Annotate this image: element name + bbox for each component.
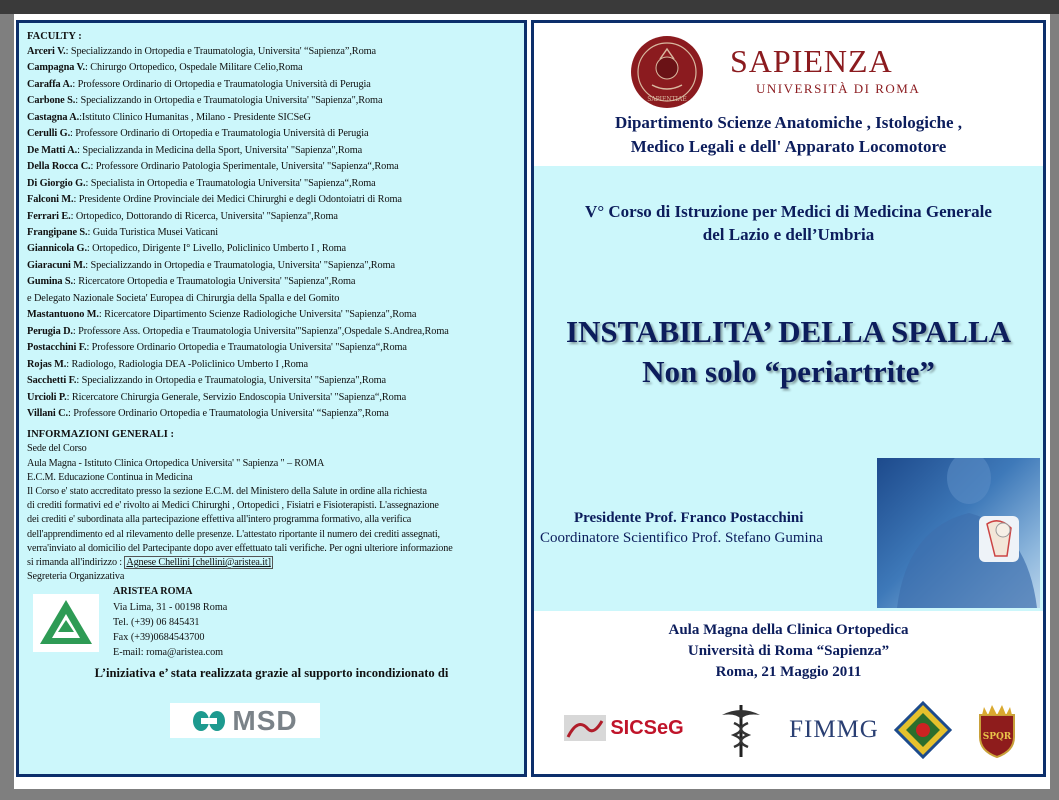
title-line-2: Non solo “periartrite” <box>642 354 935 389</box>
faculty-member-name: Giaracuni M. <box>27 259 86 271</box>
faculty-member-name: Caraffa A. <box>27 78 73 90</box>
info-heading: INFORMAZIONI GENERALI : <box>27 429 175 441</box>
faculty-member-role: : Ortopedico, Dottorando di Ricerca, Universita' "Sapienza",Roma <box>70 210 338 222</box>
faculty-member-role: : Presidente Ordine Provinciale dei Medici Chirurghi e degli Odontoiatri di Roma <box>73 194 402 206</box>
faculty-member-role: : Ortopedico, Dirigente I° Livello, Policlinico Umberto I , Roma <box>86 243 347 255</box>
venue-line-3: Roma, 21 Maggio 2011 <box>715 664 862 680</box>
faculty-member-name: Gumina S. <box>27 276 74 288</box>
org-fax: Fax (+39)0684543700 <box>113 632 205 644</box>
department-line-2: Medico Legali e dell' Apparato Locomotore <box>630 137 947 156</box>
faculty-member <box>27 44 516 60</box>
sicseg-emblem-icon <box>564 713 606 743</box>
faculty-member <box>27 390 516 406</box>
faculty-member-role: : Specializzando in Ortopedia e Traumatologia, Universita' "Sapienza",Roma <box>76 375 387 387</box>
sede-heading: Sede del Corso <box>27 443 87 455</box>
aristea-triangle-icon <box>38 598 94 648</box>
faculty-member <box>27 159 516 175</box>
faculty-member-name: Urcioli P. <box>27 391 67 403</box>
faculty-member-name: Sacchetti F. <box>27 375 77 387</box>
faculty-member-name: Arceri V. <box>27 46 66 57</box>
faculty-member <box>27 126 516 142</box>
faculty-member-name: Cerulli G. <box>27 128 71 140</box>
faculty-member-role: : Specialista in Ortopedia e Traumatologia Universita' "Sapienza“,Roma <box>85 177 376 189</box>
regional-crest-icon <box>894 701 952 759</box>
faculty-member-name: Castagna A. <box>27 111 80 123</box>
faculty-member-name: Postacchini F. <box>27 342 87 354</box>
president: Presidente Prof. Franco Postacchini <box>574 510 804 526</box>
faculty-member-name: Frangipane S. <box>27 226 88 238</box>
msd-mark-icon <box>192 707 226 735</box>
sapienza-seal-icon <box>630 35 704 109</box>
faculty-member <box>27 143 516 159</box>
faculty-member <box>27 258 516 274</box>
org-tel: Tel. (+39) 06 845431 <box>113 616 200 628</box>
partner-logos <box>534 701 1043 761</box>
faculty-member-role: : Guida Turistica Musei Vaticani <box>87 226 218 238</box>
faculty-member-role: : Professore Ordinario Patologia Sperimentale, Universita' "Sapienza“,Roma <box>90 161 399 173</box>
faculty-member <box>27 340 516 356</box>
faculty-member-name: Carbone S. <box>27 95 76 107</box>
segreteria-heading: Segreteria Organizzativa <box>27 571 125 583</box>
lazio-region-logo <box>894 701 952 759</box>
faculty-member-role: : Professore Ordinario di Ortopedia e Traumatologia Università di Perugia <box>70 128 369 140</box>
caduceus-icon <box>716 701 766 759</box>
left-panel <box>16 20 527 777</box>
faculty-member-name: Perugia D. <box>27 325 73 337</box>
ecm-line: di crediti formativi ed e' rivolto ai Medici Chirurghi , Ortopedici , Fisiatri e Fisioterapisti. L'assegnazione <box>27 500 439 512</box>
faculty-member-name: Di Giorgio G. <box>27 177 86 189</box>
spqr-text: SPQR <box>982 732 1012 742</box>
faculty-member-name: Campagna V. <box>27 62 86 74</box>
faculty-member <box>27 110 516 126</box>
faculty-member-name: Villani C. <box>27 407 68 419</box>
caduceus-logo <box>716 701 766 759</box>
faculty-member-role: : Professore Ordinario Ortopedia e Traumatologia Universita' "Sapienza“,Roma <box>86 342 407 354</box>
contact-email-link[interactable]: Agnese Chellini [chellini@aristea.it] <box>126 557 271 569</box>
faculty-member <box>27 357 516 373</box>
aristea-logo <box>33 594 99 652</box>
viewer-top-bar <box>0 0 1059 14</box>
org-name: ARISTEA ROMA <box>113 586 193 598</box>
faculty-member <box>27 324 516 340</box>
faculty-member-role: : Specializzando in Ortopedia e Traumatologia, Universita' "Sapienza",Roma <box>85 259 395 271</box>
fimmg-logo <box>786 709 882 751</box>
faculty-member <box>27 209 516 225</box>
faculty-member <box>27 77 516 93</box>
faculty-heading: FACULTY : <box>27 31 82 42</box>
faculty-member <box>27 406 516 422</box>
faculty-member-role: : Professore Ass. Ortopedia e Traumatologia Universita'"Sapienza",Ospedale S.Andrea,Roma <box>72 325 449 337</box>
faculty-member-role: : Chirurgo Ortopedico, Ospedale Militare Celio,Roma <box>85 62 303 74</box>
ecm-line: verra'inviato al domicilio del Partecipante dopo aver effettuato tali verifiche. Per ogni ulteriore informazione <box>27 542 453 554</box>
faculty-member-name: Della Rocca C. <box>27 161 91 173</box>
ecm-heading: E.C.M. Educazione Continua in Medicina <box>27 471 193 483</box>
org-address: Via Lima, 31 - 00198 Roma <box>113 601 228 613</box>
venue-line-1: Aula Magna della Clinica Ortopedica <box>668 622 909 638</box>
faculty-member <box>27 307 516 323</box>
ecm-contact-line <box>27 556 516 570</box>
support-statement: L’iniziativa e’ stata realizzata grazie al supporto incondizionato di <box>94 666 449 681</box>
faculty-member-role: : Professore Ordinario Ortopedia e Traumatologia Universita' “Sapienza”,Roma <box>67 407 389 419</box>
faculty-member-name: De Matti A. <box>27 144 78 156</box>
spqr-shield-icon <box>974 701 1020 759</box>
course-line-1: V° Corso di Istruzione per Medici di Medicina Generale <box>585 202 992 221</box>
department-line-1: Dipartimento Scienze Anatomiche , Istologiche , <box>614 113 963 132</box>
msd-logo <box>170 703 320 738</box>
aristea-block <box>27 584 516 666</box>
roma-capitale-logo <box>974 701 1020 759</box>
faculty-member-role: : Ricercatore Chirurgia Generale, Servizio Endoscopia Universita' "Sapienza“,Roma <box>66 391 407 403</box>
sicseg-wordmark: SICSeG <box>610 716 684 739</box>
coordinator: Coordinatore Scientifico Prof. Stefano Gumina <box>540 530 823 546</box>
ecm-line: dell'apprendimento ed al rilevamento delle presenze. L'attestato riportante il numero dei crediti assegnati, <box>27 528 440 540</box>
course-line-2: del Lazio e dell’Umbria <box>702 225 875 244</box>
faculty-member-name: Falconi M. <box>27 194 74 206</box>
faculty-member <box>27 373 516 389</box>
faculty-member <box>27 274 516 290</box>
msd-wordmark: MSD <box>232 704 298 736</box>
faculty-member-name: Rojas M. <box>27 358 67 370</box>
faculty-member-name: Giannicola G. <box>27 243 87 255</box>
faculty-member <box>27 241 516 257</box>
fimmg-wordmark: FIMMG <box>789 716 879 743</box>
aristea-contact <box>113 584 227 660</box>
university-name: SAPIENZA <box>730 43 893 79</box>
org-email: E-mail: roma@aristea.com <box>113 647 224 659</box>
faculty-member-role: : Ricercatore Ortopedia e Traumatologia Universita' "Sapienza",Roma <box>73 276 356 288</box>
faculty-member-role: : Radiologo, Radiologia DEA -Policlinico Umberto I ,Roma <box>66 358 309 370</box>
faculty-member-role: :Istituto Clinico Humanitas , Milano - Presidente SICSeG <box>79 111 311 123</box>
shoulder-photo <box>877 458 1040 608</box>
faculty-list <box>27 44 516 422</box>
seal-text: SAPIENTIAE <box>647 96 687 103</box>
faculty-member-name: Mastantuono M. <box>27 309 99 321</box>
cover-header <box>534 23 1043 166</box>
sede-text: Aula Magna - Istituto Clinica Ortopedica Universita' " Sapienza " – ROMA <box>27 457 325 469</box>
ecm-contact-prefix: si rimanda all'indirizzo : <box>27 557 125 569</box>
faculty-member-role: : Specializzando in Ortopedia e Traumatologia Universita' "Sapienza",Roma <box>75 95 383 107</box>
faculty-member <box>27 60 516 76</box>
faculty-member-role: : Specializzanda in Medicina della Sport, Universita' "Sapienza",Roma <box>77 144 363 156</box>
right-panel <box>531 20 1046 777</box>
faculty-member-role: : Ricercatore Dipartimento Scienze Radiologiche Universita' "Sapienza",Roma <box>98 309 417 321</box>
ecm-line: Il Corso e' stato accreditato presso la sezione E.C.M. del Ministero della Salute in ordine alla richiesta <box>27 486 427 498</box>
faculty-member <box>27 93 516 109</box>
faculty-member <box>27 176 516 192</box>
university-subtitle: UNIVERSITÀ DI ROMA <box>756 81 921 96</box>
faculty-member-role: e Delegato Nazionale Societa' Europea di Chirurgia della Spalla e del Gomito <box>27 292 340 304</box>
faculty-member <box>27 291 516 307</box>
faculty-member <box>27 225 516 241</box>
shoulder-anatomy-icon <box>877 458 1040 608</box>
faculty-member <box>27 192 516 208</box>
sicseg-logo <box>544 711 704 745</box>
ecm-line: dei crediti e' subordinata alla partecipazione effettiva all'intero programma formativo, alla verifica <box>27 514 412 526</box>
venue-line-2: Università di Roma “Sapienza” <box>687 643 890 659</box>
faculty-member-name: Ferrari E. <box>27 210 71 222</box>
faculty-member-role: : Specializzando in Ortopedia e Traumatologia, Universita' “Sapienza”,Roma <box>65 46 376 57</box>
faculty-member-role: : Professore Ordinario di Ortopedia e Traumatologia Università di Perugia <box>72 78 371 90</box>
title-line-1: INSTABILITA’ DELLA SPALLA <box>565 314 1012 349</box>
